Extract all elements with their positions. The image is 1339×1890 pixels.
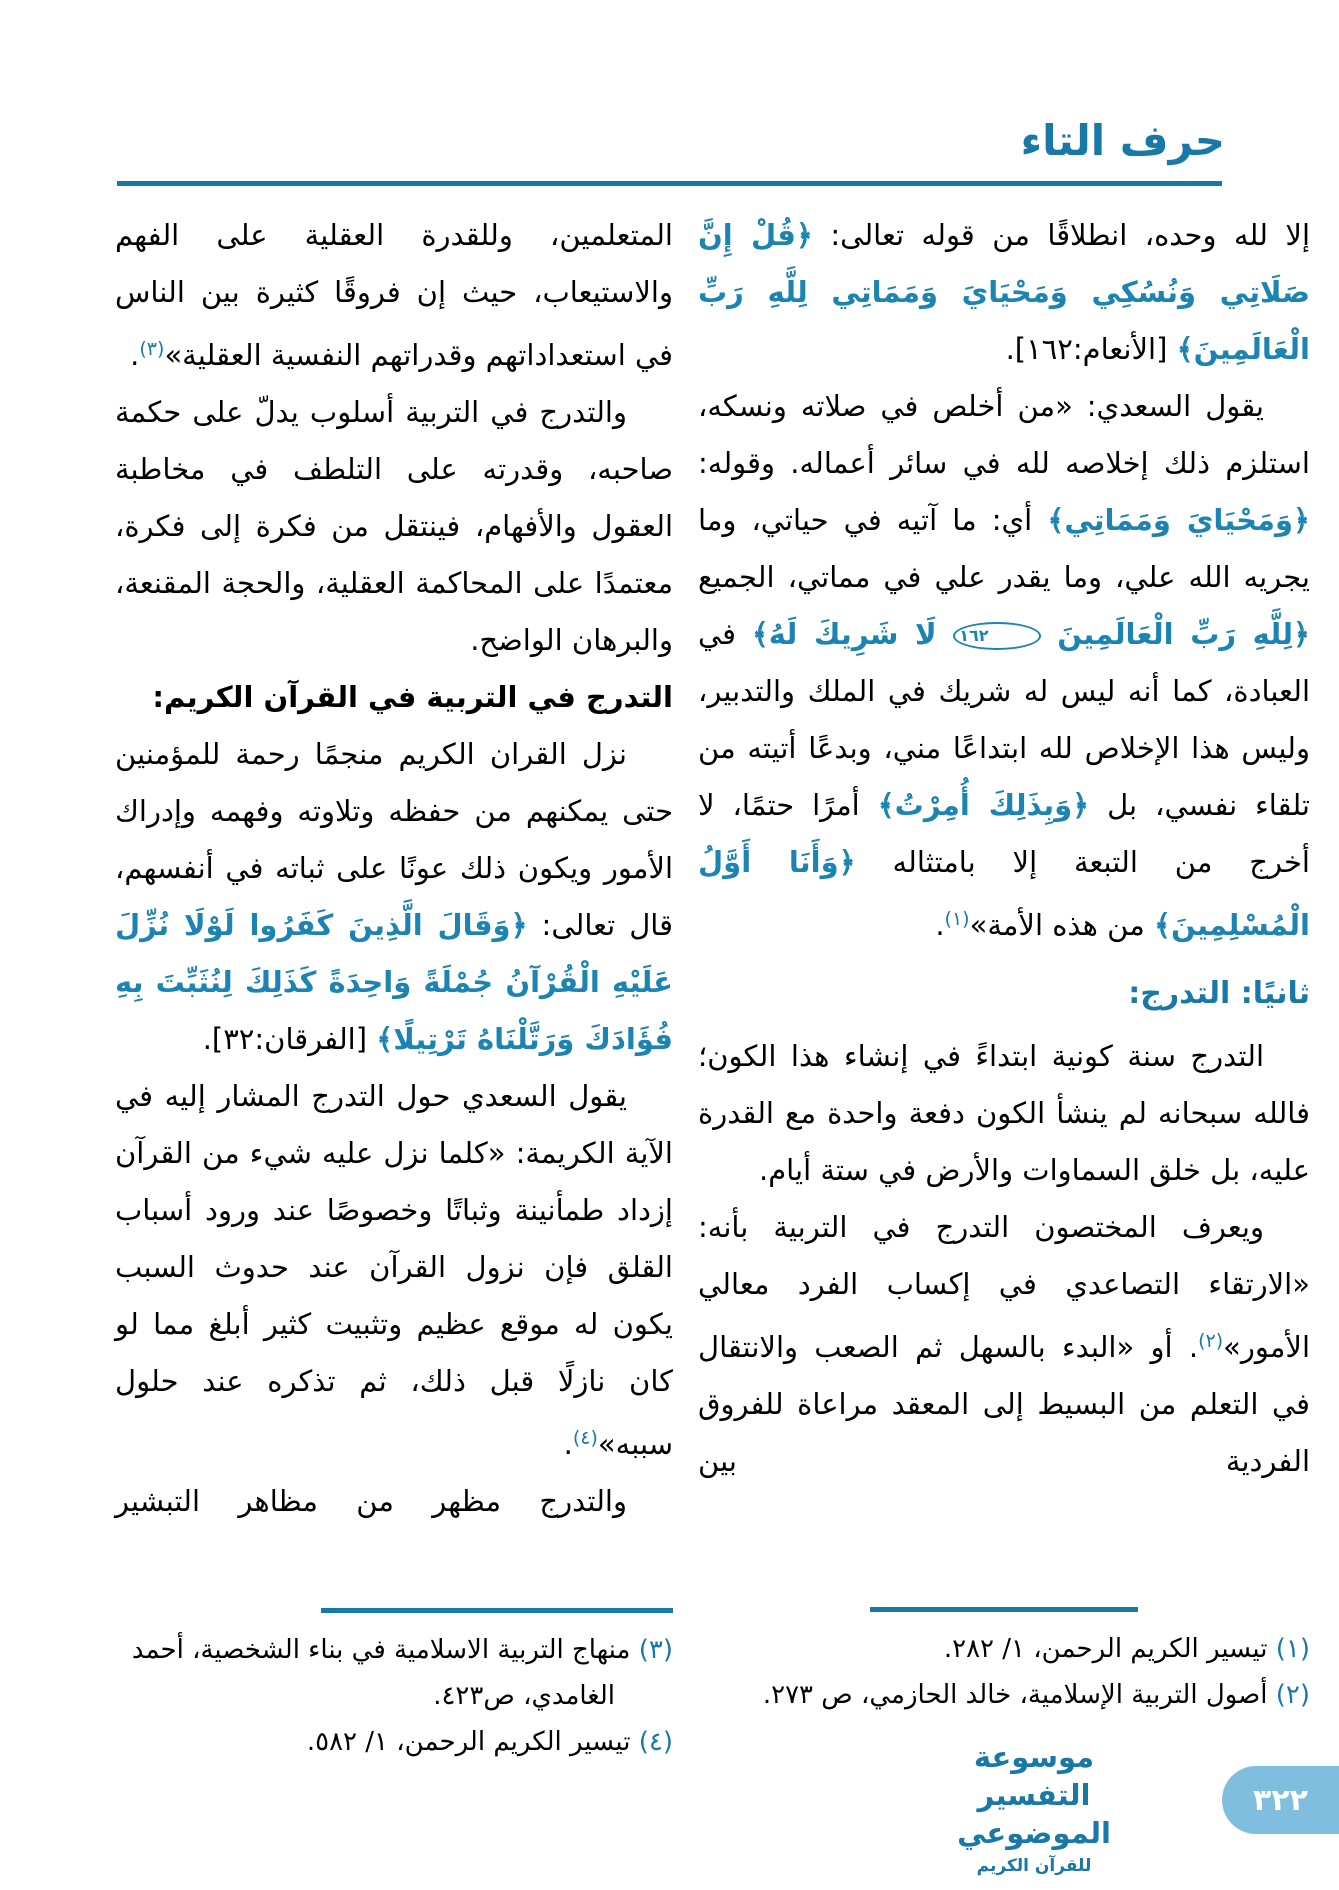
body-text: . (935, 908, 945, 942)
footnote-text: منهاج التربية الاسلامية في بناء الشخصية، أحمد الغامدي، ص٤٢٣. (131, 1635, 631, 1711)
quran-verse: ﴿وَقَالَ الَّذِينَ كَفَرُوا لَوْلَا نُزِّلَ عَلَيْهِ الْقُرْآنُ جُمْلَةً وَاحِدَةً كَذَلِكَ لِنُثَبِّتَ بِهِ فُؤَادَكَ وَرَتَّلْنَاهُ تَرْتِيلًا﴾ (115, 908, 673, 1056)
footnote-separator (321, 1608, 673, 1613)
quran-verse: ﴿لِلَّهِ رَبِّ الْعَالَمِينَ (1040, 617, 1310, 651)
paragraph (115, 726, 673, 1068)
paragraph (115, 1068, 673, 1473)
body-text: إلا لله وحده، انطلاقًا من قوله تعالى: (812, 218, 1311, 252)
section-heading-bold: التدرج في التربية في القرآن الكريم: (152, 680, 673, 714)
footnote-text: أصول التربية الإسلامية، خالد الحازمي، ص ٢٧٣. (762, 1680, 1268, 1710)
section-heading-teal: ثانيًا: التدرج: (1128, 976, 1310, 1011)
body-text: والتدرج مظهر من مظاهر التبشير (115, 1484, 627, 1518)
logo-subtitle: للقرآن الكريم (976, 1856, 1092, 1876)
footnote-area-left (115, 1608, 673, 1765)
body-text: في العبادة، كما أنه ليس له شريك في الملك والتدبير، وليس هذا الإخلاص لله ابتداعًا مني، وبدعًا أتيته من تلقاء نفسي، بل (698, 617, 1310, 822)
footnote-reference: (١) (944, 908, 970, 930)
body-text: والتدرج في التربية أسلوب يدلّ على حكمة صاحبه، وقدرته على التلطف في مخاطبة العقول والأفهام، فينتقل من فكرة إلى فكرة، معتمدًا على المحاكمة العقلية، والحجة المقنعة، والبرهان الواضح. (115, 395, 673, 657)
paragraph (698, 378, 1310, 954)
text-columns (115, 207, 1310, 1817)
quran-verse: ﴿وَبِذَلِكَ أُمِرْتُ﴾ (877, 788, 1090, 822)
verse-reference: [الأنعام:١٦٢]. (1005, 332, 1177, 366)
footnote-number: (٣) (638, 1635, 673, 1665)
paragraph (115, 384, 673, 669)
quran-verse: ﴿وَمَحْيَايَ وَمَمَاتِي﴾ (1047, 503, 1310, 537)
verse-reference: [الفرقان:٣٢]. (202, 1022, 377, 1056)
footnote-text: تيسير الكريم الرحمن، ١/ ٢٨٢. (943, 1634, 1268, 1664)
page-number-badge: ٣٢٢ (1222, 1766, 1339, 1834)
header-rule (117, 181, 1222, 186)
publisher-logo-calligraphy (921, 1738, 1147, 1880)
footnote-reference: (٤) (572, 1427, 598, 1449)
footnote-number: (١) (1275, 1634, 1310, 1664)
column-left (115, 207, 673, 1817)
body-text: ويعرف المختصون التدرج في التربية بأنه: «الارتقاء التصاعدي في إكساب الفرد معالي الأمور» (698, 1210, 1310, 1364)
body-text: . (563, 1427, 573, 1461)
body-text: المتعلمين، وللقدرة العقلية على الفهم والاستيعاب، حيث إن فروقًا كثيرة بين الناس في استعداداتهم وقدراتهم النفسية العقلية» (115, 218, 673, 372)
column-right (698, 207, 1310, 1817)
quran-verse: لَا شَرِيكَ لَهُ﴾ (751, 617, 954, 651)
paragraph (698, 207, 1310, 378)
ayah-number-medallion: ١٦٢ (953, 622, 1040, 650)
footnote-number: (٢) (1275, 1680, 1310, 1710)
footnote-separator (870, 1607, 1138, 1612)
body-text: أمرًا حتمًا، لا أخرج من التبعة إلا بامتثاله (698, 788, 1310, 879)
footnote-reference: (٣) (139, 338, 165, 360)
footnote (698, 1672, 1310, 1718)
footnote (115, 1627, 673, 1719)
footnote-number: (٤) (638, 1727, 673, 1757)
footnote-area-right (698, 1607, 1310, 1718)
body-text: . (130, 338, 140, 372)
body-text: أي: ما آتيه في حياتي، وما يجريه الله علي، وما يقدر علي في مماتي، الجميع (698, 503, 1310, 594)
footnote (115, 1719, 673, 1765)
body-text: التدرج سنة كونية ابتداءً في إنشاء هذا الكون؛ فالله سبحانه لم ينشأ الكون دفعة واحدة مع القدرة عليه، بل خلق السماوات والأرض في ستة أيام. (698, 1039, 1310, 1187)
quran-verse: ﴿قُلْ إِنَّ صَلَاتِي وَنُسُكِي وَمَحْيَايَ وَمَمَاتِي لِلَّهِ رَبِّ الْعَالَمِينَ﴾ (698, 218, 1310, 366)
body-text: نزل القران الكريم منجمًا رحمة للمؤمنين حتى يمكنهم من حفظه وتلاوته وفهمه وإدراك الأمور ويكون ذلك عونًا على ثباته في أنفسهم، قال تعالى: (115, 737, 673, 942)
footnote (698, 1626, 1310, 1672)
footnote-reference: (٢) (1198, 1330, 1224, 1352)
body-text: من هذه الأمة» (969, 908, 1154, 942)
body-text: يقول السعدي: «من أخلص في صلاته ونسكه، استلزم ذلك إخلاصه لله في سائر أعماله. وقوله: (698, 389, 1310, 480)
paragraph (115, 1473, 673, 1530)
logo-title: موسوعة التفسير الموضوعي (957, 1740, 1111, 1850)
quran-verse: ﴿وَأَنَا أَوَّلُ الْمُسْلِمِينَ﴾ (698, 845, 1310, 942)
footnote-text: تيسير الكريم الرحمن، ١/ ٥٨٢. (306, 1727, 631, 1757)
paragraph (698, 1028, 1310, 1199)
chapter-header-calligraphy: حرف التاء (1020, 116, 1225, 165)
paragraph (698, 1199, 1310, 1490)
paragraph (115, 207, 673, 384)
body-text: . أو «البدء بالسهل ثم الصعب والانتقال في التعلم من البسيط إلى المعقد مراعاة للفروق الفردية بين (698, 1330, 1310, 1478)
body-text: يقول السعدي حول التدرج المشار إليه في الآية الكريمة: «كلما نزل عليه شيء من القرآن إزداد طمأنينة وثباتًا وخصوصًا عند ورود أسباب القلق فإن نزول القرآن عند حدوث السبب يكون له موقع عظيم وتثبيت كثير أبلغ مما لو كان نازلًا قبل ذلك، ثم تذكره عند حلول سببه» (115, 1079, 673, 1461)
